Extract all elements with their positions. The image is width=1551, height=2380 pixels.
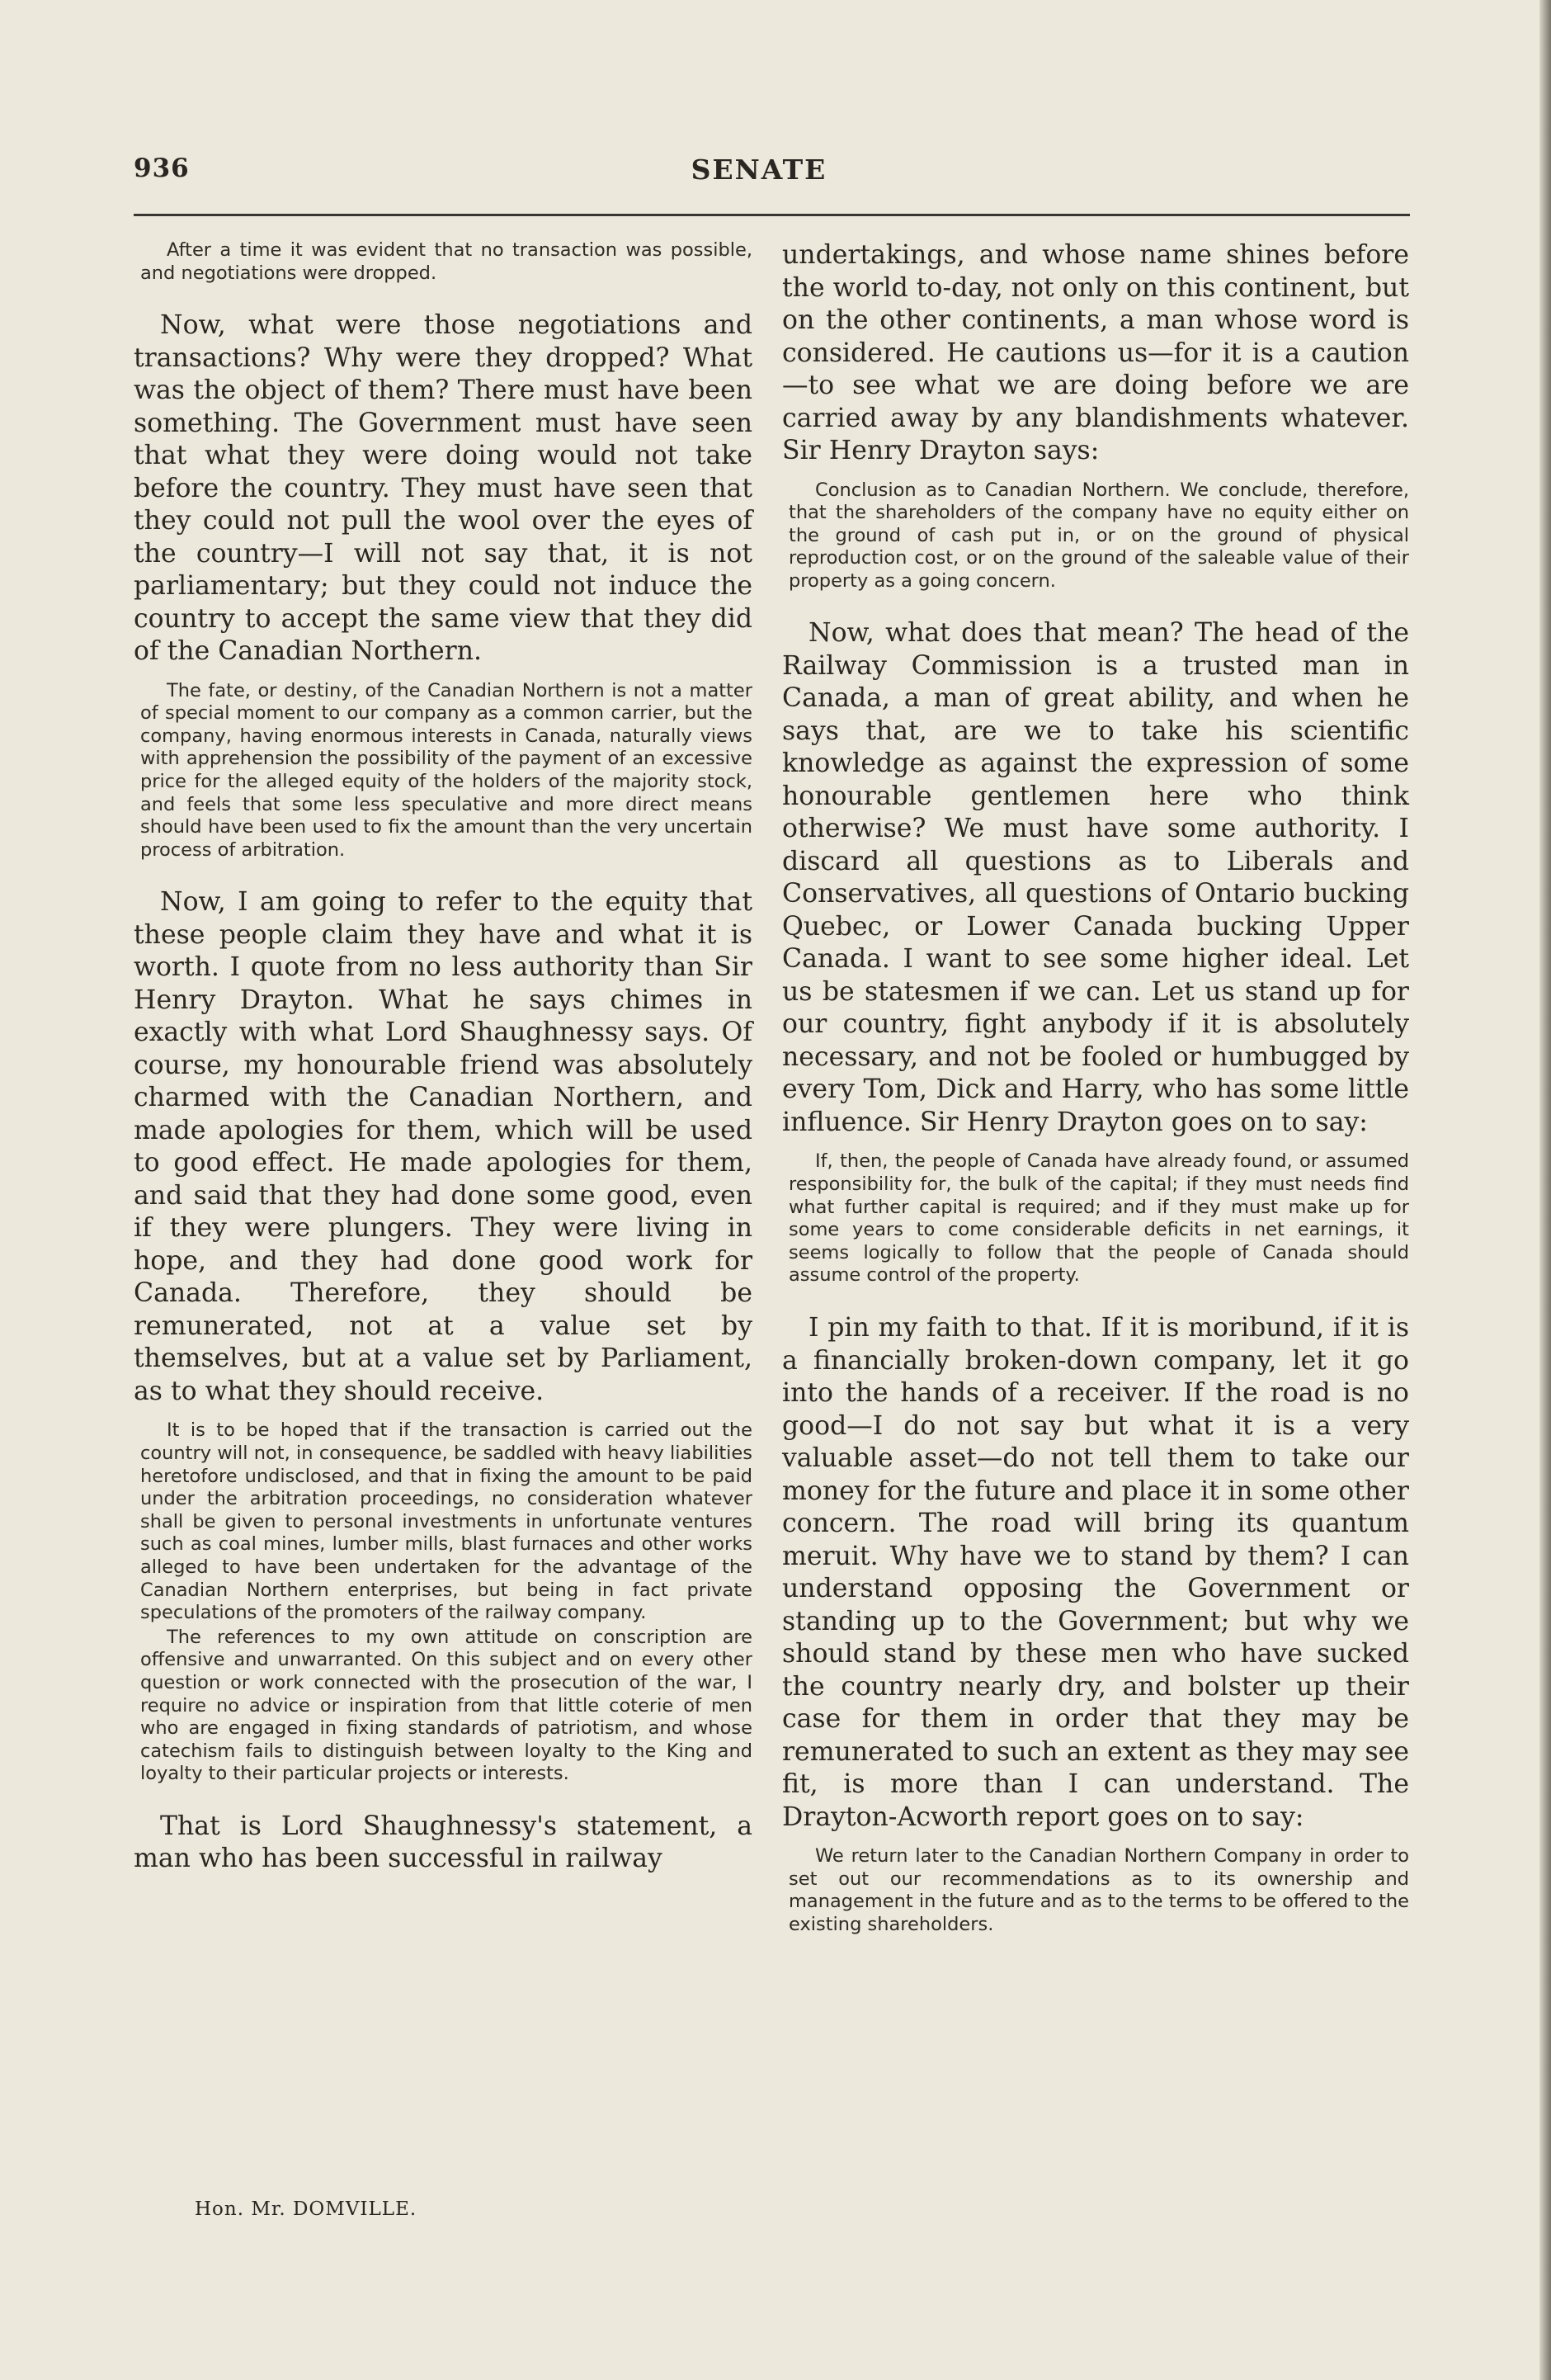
speaker-footer: Hon. Mr. DOMVILLE. <box>195 2198 417 2220</box>
quote-block: After a time it was evident that no transaction was possible, and negotiations were dropped. <box>140 239 752 284</box>
left-column <box>134 239 752 1887</box>
quote-block: If, then, the people of Canada have already found, or assumed responsibility for, the bulk of the capital; if they must needs find what further capital is required; and if they must make up for some years to come considerable deficits in net earnings, it seems logically to follow that the people of Canada should assume control of the property. <box>789 1150 1409 1287</box>
speech-paragraph: Now, what were those negotiations and transactions? Why were they dropped? What was the object of them? There must have been something. The Government must have seen that what they were doing would not take before the country. They must have seen that they could not pull the wool over the eyes of the country—I will not say that, it is not parliamentary; but they could not induce the country to accept the same view that they did of the Canadian Northern. <box>134 310 752 667</box>
speech-paragraph: Now, I am going to refer to the equity that these people claim they have and what it is worth. I quote from no less authority than Sir Henry Drayton. What he says chimes in exactly with what Lord Shaughnessy says. Of course, my honourable friend was absolutely charmed with the Canadian Northern, and made apologies for them, which will be used to good effect. He made apologies for them, and said that they had done some good, even if they were plungers. They were living in hope, and they had done good work for Canada. Therefore, they should be remunerated, not at a value set by themselves, but at a value set by Parliament, as to what they should receive. <box>134 887 752 1406</box>
speech-paragraph: That is Lord Shaughnessy's statement, a man who has been successful in railway <box>134 1811 752 1874</box>
running-head: SENATE <box>691 153 827 186</box>
quote-block: It is to be hoped that if the transaction is carried out the country will not, in consequence, be saddled with heavy liabilities heretofore undisclosed, and that in fixing the amount to be paid under the arbitration proceedings, no consideration whatever shall be given to personal investments in unfortunate ventures such as coal mines, lumber mills, blast furnaces and other works alleged to have been undertaken for the advantage of the Canadian Northern enterprises, but being in fact private speculations of the promoters of the railway company. <box>140 1419 752 1624</box>
speech-paragraph: Now, what does that mean? The head of the Railway Commission is a trusted man in Canada, a man of great ability, and when he says that, are we to take his scientific knowledge as against the expression of some honourable gentlemen here who think otherwise? We must have some authority. I discard all questions as to Liberals and Conservatives, all questions of Ontario bucking Quebec, or Lower Canada bucking Upper Canada. I want to see some higher ideal. Let us be statesmen if we can. Let us stand up for our country, fight anybody if it is absolutely necessary, and not be fooled or humbugged by every Tom, Dick and Harry, who has some little influence. Sir Henry Drayton goes on to say: <box>782 618 1409 1137</box>
header-rule <box>134 214 1410 216</box>
speech-paragraph: undertakings, and whose name shines before the world to-day, not only on this continent, but on the other continents, a man whose word is considered. He cautions us—for it is a caution—to see what we are doing before we are carried away by any blandishments whatever. Sir Henry Drayton says: <box>782 240 1409 465</box>
page-edge-shadow <box>1539 0 1551 2380</box>
quote-block: The references to my own attitude on conscription are offensive and unwarranted. On this subject and on every other question or work connected with the prosecution of the war, I require no advice or inspiration from that little coterie of men who are engaged in fixing standards of patriotism, and whose catechism fails to distinguish between loyalty to the King and loyalty to their particular projects or interests. <box>140 1626 752 1785</box>
quote-block: We return later to the Canadian Northern Company in order to set out our recommendations as to its ownership and management in the future and as to the terms to be offered to the existing shareholders. <box>789 1845 1409 1935</box>
right-column <box>782 239 1409 1961</box>
quote-block: Conclusion as to Canadian Northern. We conclude, therefore, that the shareholders of the company have no equity either on the ground of cash put in, or on the ground of physical reproduction cost, or on the ground of the saleable value of their property as a going concern. <box>789 479 1409 592</box>
speech-paragraph: I pin my faith to that. If it is moribund, if it is a financially broken-down company, let it go into the hands of a receiver. If the road is no good—I do not say but what it is a very valuable asset—do not tell them to take our money for the future and place it in some other concern. The road will bring its quantum meruit. Why have we to stand by them? I can understand opposing the Government or standing up to the Government; but why we should stand by these men who have sucked the country nearly dry, and bolster up their case for them in order that they may be remunerated to such an extent as they may see fit, is more than I can understand. The Drayton-Acworth report goes on to say: <box>782 1313 1409 1832</box>
page-number: 936 <box>134 153 190 183</box>
quote-block: The fate, or destiny, of the Canadian Northern is not a matter of special moment to our company as a common carrier, but the company, having enormous interests in Canada, naturally views with apprehension the possibility of the payment of an excessive price for the alleged equity of the holders of the majority stock, and feels that some less speculative and more direct means should have been used to fix the amount than the very uncertain process of arbitration. <box>140 679 752 861</box>
